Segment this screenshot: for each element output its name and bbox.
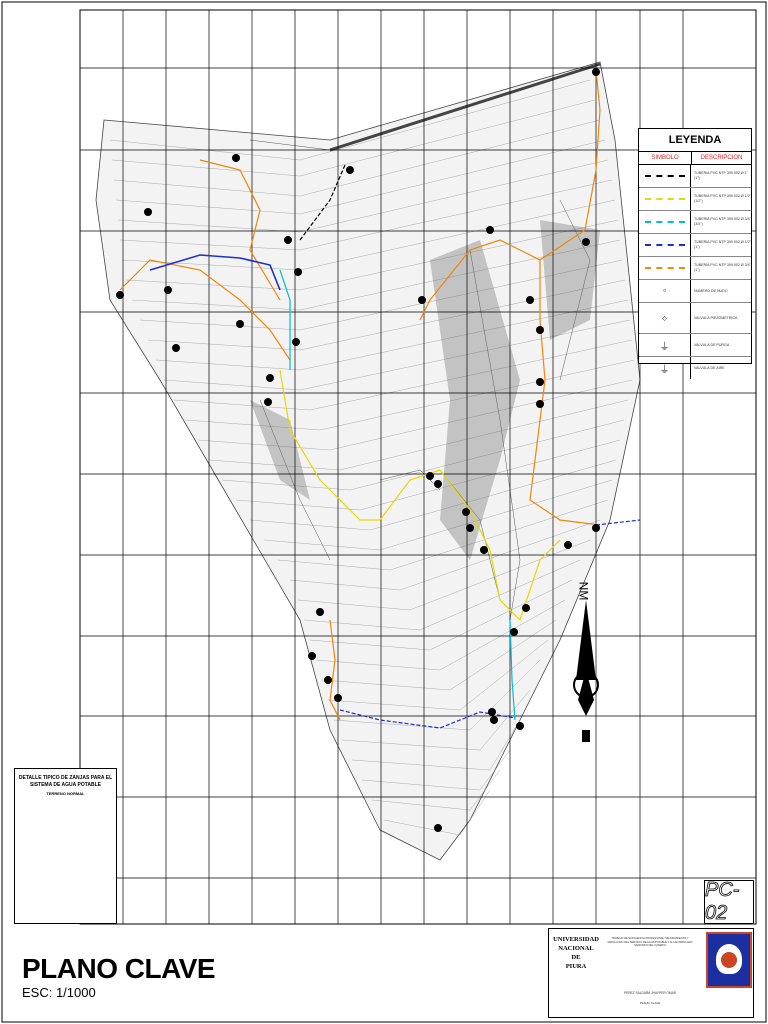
project-description: TRABAJO DE SUFICIENCIA PROFESIONAL: MEJORAMIENTO Y AMPLIACION DEL SERVICIO DE AGUA POTABLE Y ALCANTARILLADO SANITARIO DEL CASERIO [607,937,693,948]
legend-row-text: TUBERIA PVC NTP 399.002 Ø 1" (1") [694,171,748,180]
legend-row-text: NUMERO DE NUDO [694,288,728,293]
legend-row [639,334,751,357]
legend-col-description: DESCRIPCION [700,155,743,161]
sheet-code: PC-02 [704,880,754,924]
legend-row-text: VALVULA DE PURGA [694,342,730,347]
legend-row-text: TUBERIA PVC NTP 399.002 Ø 3/4" (1") [694,263,751,272]
legend-header [639,152,751,165]
university-crest-icon [706,932,752,988]
legend-row [639,165,751,188]
legend-line-yellow [645,198,685,200]
air-valve-icon: ⏚ [659,364,670,376]
legend-row-text: VALVULA DE AIRE [694,365,725,370]
legend-row [639,303,751,334]
legend-line-cyan [645,221,685,223]
plan-title: PLANO CLAVE [22,953,216,984]
detail-subtitle: TERRENO NORMAL [46,791,85,796]
legend-line-blue [645,244,685,246]
legend-line-orange [645,267,685,269]
legend-row [639,188,751,211]
legend-line-black [645,175,685,177]
legend-col-symbol: SIMBOLO [639,152,692,164]
legend-row [639,257,751,280]
node-number-icon: ○ [662,288,667,294]
terrain-area [96,62,640,860]
piezometric-valve-icon: ◇ [662,315,667,322]
north-arrow-icon [574,600,598,742]
legend-row [639,280,751,303]
purge-valve-icon: ⏚ [659,341,670,353]
legend-row-text: VALVULA PIEZOMETRICA [694,315,738,320]
university-name: UNIVERSIDAD NACIONAL DE PIURA [553,936,599,970]
legend-row [639,234,751,257]
plan-scale: ESC: 1/1000 [22,985,96,1000]
trench-detail-box [14,768,117,924]
legend-box [638,128,752,376]
legend-row [639,211,751,234]
north-label: NM [576,581,591,601]
legend-row [639,357,751,379]
author-name: PEREZ SALDAÑA JHAYPER OMAR [623,991,676,995]
legend-title: LEYENDA [639,129,751,152]
legend-row-text: TUBERIA PVC NTP 399.002 Ø 3/4" (3/4") [694,217,751,226]
legend-row-text: TUBERIA PVC NTP 399.002 Ø 1/2" (1") [694,240,751,249]
plan-name-label: PLANO CLAVE [639,1001,661,1005]
detail-title: DETALLE TIPICO DE ZANJAS PARA EL SISTEMA DE AGUA POTABLE [18,775,113,788]
legend-row-text: TUBERIA PVC NTP 399.002 Ø 1/2" (1/2") [694,194,751,203]
